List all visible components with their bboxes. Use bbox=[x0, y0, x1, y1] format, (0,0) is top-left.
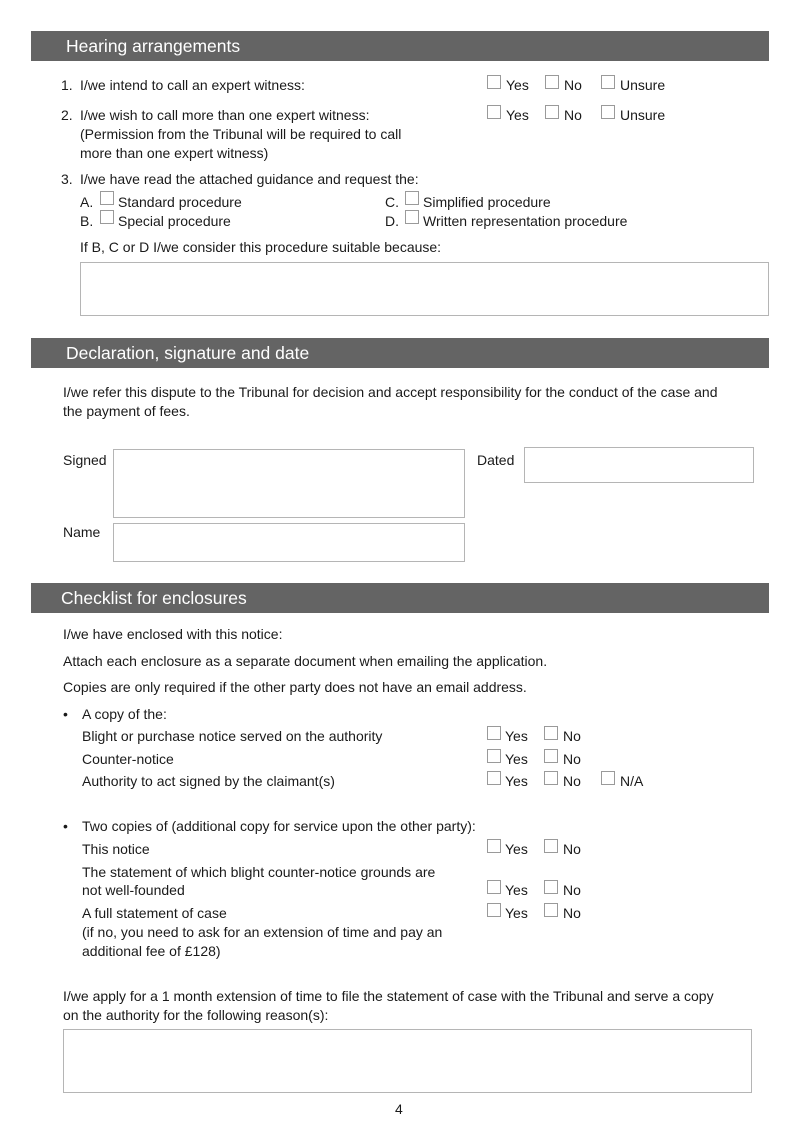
enclosure-blight-notice-label: Blight or purchase notice served on the authority bbox=[82, 728, 383, 744]
group1-heading: A copy of the: bbox=[82, 706, 167, 722]
yes-label: Yes bbox=[505, 773, 528, 789]
yes-label: Yes bbox=[505, 882, 528, 898]
enclosure-counter-notice-label: Counter-notice bbox=[82, 751, 174, 767]
enclosure-authority-label: Authority to act signed by the claimant(s) bbox=[82, 773, 335, 789]
authority-na-checkbox[interactable] bbox=[601, 771, 615, 785]
q1-unsure-checkbox[interactable] bbox=[601, 75, 615, 89]
question-number: 1. bbox=[61, 77, 73, 93]
yes-label: Yes bbox=[505, 841, 528, 857]
section-title: Checklist for enclosures bbox=[61, 588, 247, 608]
counter-notice-no-checkbox[interactable] bbox=[544, 749, 558, 763]
procedure-reason-textarea[interactable] bbox=[80, 262, 769, 316]
full-statement-yes-checkbox[interactable] bbox=[487, 903, 501, 917]
group2-heading: Two copies of (additional copy for service upon the other party): bbox=[82, 818, 476, 834]
declaration-text-line1: I/we refer this dispute to the Tribunal for decision and accept responsibility for the conduct of the case and bbox=[63, 384, 718, 400]
yes-label: Yes bbox=[505, 751, 528, 767]
q2-unsure-checkbox[interactable] bbox=[601, 105, 615, 119]
no-label: No bbox=[563, 728, 581, 744]
no-label: No bbox=[564, 107, 582, 123]
no-label: No bbox=[563, 841, 581, 857]
option-letter: D. bbox=[385, 213, 399, 229]
statement-yes-checkbox[interactable] bbox=[487, 880, 501, 894]
option-letter: A. bbox=[80, 194, 94, 210]
signature-field[interactable] bbox=[113, 449, 465, 518]
procedure-c-label: Simplified procedure bbox=[423, 194, 551, 210]
no-label: No bbox=[563, 882, 581, 898]
procedure-d-label: Written representation procedure bbox=[423, 213, 628, 229]
no-label: No bbox=[564, 77, 582, 93]
yes-label: Yes bbox=[506, 77, 529, 93]
procedure-a-checkbox[interactable] bbox=[100, 191, 114, 205]
q1-no-checkbox[interactable] bbox=[545, 75, 559, 89]
procedure-d-checkbox[interactable] bbox=[405, 210, 419, 224]
question-number: 2. bbox=[61, 107, 73, 123]
yes-label: Yes bbox=[506, 107, 529, 123]
no-label: No bbox=[563, 773, 581, 789]
enclosure-this-notice-label: This notice bbox=[82, 841, 150, 857]
this-notice-yes-checkbox[interactable] bbox=[487, 839, 501, 853]
q2-yes-checkbox[interactable] bbox=[487, 105, 501, 119]
q1-yes-checkbox[interactable] bbox=[487, 75, 501, 89]
section-header-checklist bbox=[31, 583, 769, 613]
question-3-text: I/we have read the attached guidance and request the: bbox=[80, 171, 419, 187]
checklist-intro-1: I/we have enclosed with this notice: bbox=[63, 626, 283, 642]
question-2-line3: more than one expert witness) bbox=[80, 145, 269, 161]
unsure-label: Unsure bbox=[620, 107, 666, 123]
option-letter: C. bbox=[385, 194, 399, 210]
question-1-text: I/we intend to call an expert witness: bbox=[80, 77, 305, 93]
procedure-reason-label: If B, C or D I/we consider this procedure suitable because: bbox=[80, 239, 442, 255]
page-number: 4 bbox=[395, 1101, 403, 1117]
enclosure-full-statement-line2: (if no, you need to ask for an extension of time and pay an bbox=[82, 924, 443, 940]
procedure-c-checkbox[interactable] bbox=[405, 191, 419, 205]
extension-text-line2: on the authority for the following reason(s): bbox=[63, 1007, 329, 1023]
checklist-intro-2: Attach each enclosure as a separate document when emailing the application. bbox=[63, 653, 548, 669]
procedure-b-checkbox[interactable] bbox=[100, 210, 114, 224]
enclosure-statement-line2: not well-founded bbox=[82, 882, 185, 898]
extension-text-line1: I/we apply for a 1 month extension of time to file the statement of case with the Tribunal and serve a copy bbox=[63, 988, 714, 1004]
procedure-a-label: Standard procedure bbox=[118, 194, 242, 210]
section-header-hearing bbox=[31, 31, 769, 61]
authority-yes-checkbox[interactable] bbox=[487, 771, 501, 785]
blight-notice-yes-checkbox[interactable] bbox=[487, 726, 501, 740]
dated-label: Dated bbox=[477, 452, 515, 468]
date-field[interactable] bbox=[524, 447, 754, 483]
question-2-line2: (Permission from the Tribunal will be required to call bbox=[80, 126, 402, 142]
section-title: Hearing arrangements bbox=[66, 36, 241, 56]
extension-reason-textarea[interactable] bbox=[63, 1029, 752, 1093]
enclosure-statement-line1: The statement of which blight counter-notice grounds are bbox=[82, 864, 436, 880]
bullet: • bbox=[63, 706, 68, 722]
na-label: N/A bbox=[620, 773, 644, 789]
declaration-text-line2: the payment of fees. bbox=[63, 403, 190, 419]
authority-no-checkbox[interactable] bbox=[544, 771, 558, 785]
procedure-b-label: Special procedure bbox=[118, 213, 231, 229]
enclosure-full-statement-line3: additional fee of £128) bbox=[82, 943, 221, 959]
blight-notice-no-checkbox[interactable] bbox=[544, 726, 558, 740]
signed-label: Signed bbox=[63, 452, 107, 468]
section-title: Declaration, signature and date bbox=[66, 343, 310, 363]
yes-label: Yes bbox=[505, 905, 528, 921]
this-notice-no-checkbox[interactable] bbox=[544, 839, 558, 853]
enclosure-full-statement-line1: A full statement of case bbox=[82, 905, 227, 921]
no-label: No bbox=[563, 905, 581, 921]
section-header-declaration bbox=[31, 338, 769, 368]
q2-no-checkbox[interactable] bbox=[545, 105, 559, 119]
full-statement-no-checkbox[interactable] bbox=[544, 903, 558, 917]
statement-no-checkbox[interactable] bbox=[544, 880, 558, 894]
checklist-intro-3: Copies are only required if the other party does not have an email address. bbox=[63, 679, 527, 695]
counter-notice-yes-checkbox[interactable] bbox=[487, 749, 501, 763]
option-letter: B. bbox=[80, 213, 94, 229]
name-field[interactable] bbox=[113, 523, 465, 562]
question-number: 3. bbox=[61, 171, 73, 187]
bullet: • bbox=[63, 818, 68, 834]
name-label: Name bbox=[63, 524, 101, 540]
no-label: No bbox=[563, 751, 581, 767]
yes-label: Yes bbox=[505, 728, 528, 744]
question-2-line1: I/we wish to call more than one expert witness: bbox=[80, 107, 370, 123]
unsure-label: Unsure bbox=[620, 77, 666, 93]
